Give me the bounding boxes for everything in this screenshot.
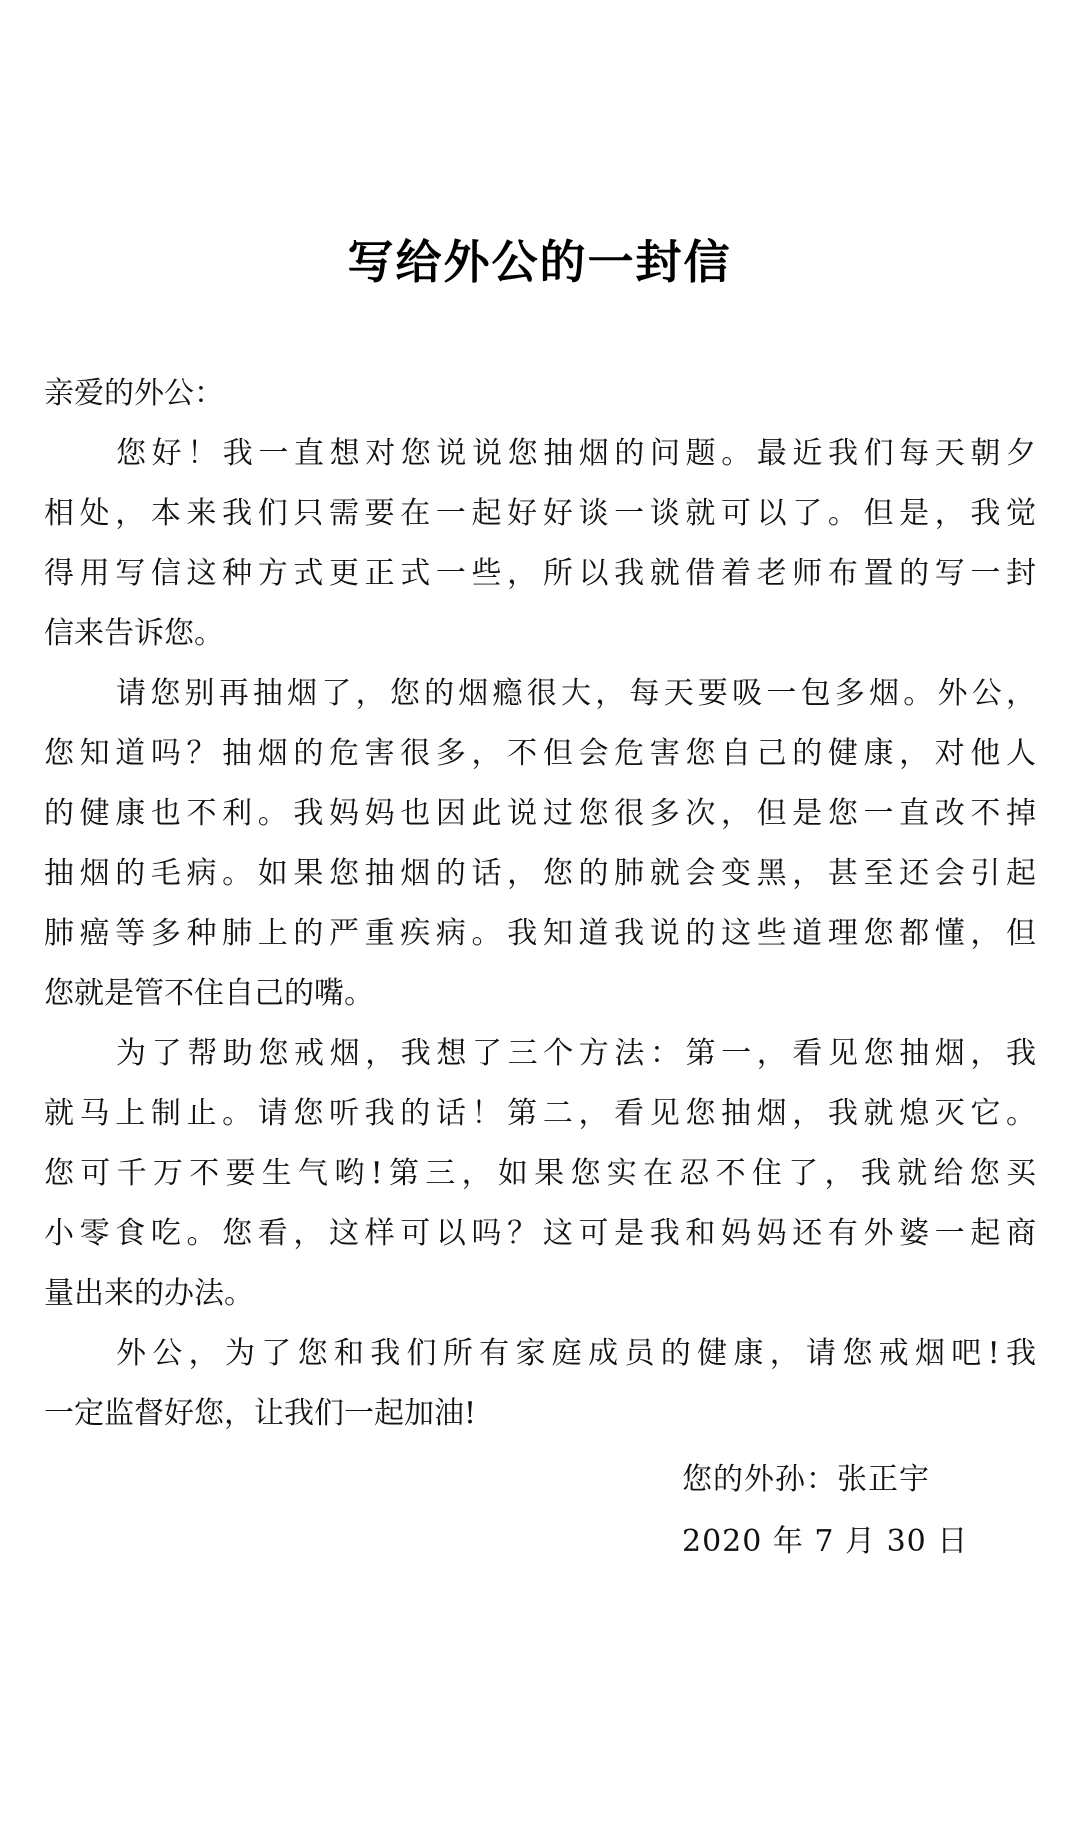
paragraph-2-line-5: 肺癌等多种肺上的严重疾病。我知道我说的这些道理您都懂，但 xyxy=(44,916,1036,951)
paragraph-3-line-1: 为了帮助您戒烟，我想了三个方法：第一，看见您抽烟，我 xyxy=(116,1036,1036,1071)
paragraph-3-line-5: 量出来的办法。 xyxy=(44,1276,254,1311)
paragraph-3-line-2: 就马上制止。请您听我的话！第二，看见您抽烟，我就熄灭它。 xyxy=(44,1096,1036,1131)
paragraph-3-line-3: 您可千万不要生气哟!第三，如果您实在忍不住了，我就给您买 xyxy=(44,1156,1036,1191)
paragraph-2-line-2: 您知道吗？抽烟的危害很多，不但会危害您自己的健康，对他人 xyxy=(44,736,1036,771)
paragraph-2-line-1: 请您别再抽烟了，您的烟瘾很大，每天要吸一包多烟。外公， xyxy=(116,676,1036,711)
letter-greeting: 亲爱的外公： xyxy=(44,376,224,411)
paragraph-1-line-3: 得用写信这种方式更正式一些，所以我就借着老师布置的写一封 xyxy=(44,556,1036,591)
paragraph-1-line-1: 您好！我一直想对您说说您抽烟的问题。最近我们每天朝夕 xyxy=(116,436,1036,471)
paragraph-2-line-4: 抽烟的毛病。如果您抽烟的话，您的肺就会变黑，甚至还会引起 xyxy=(44,856,1036,891)
paragraph-1-line-2: 相处，本来我们只需要在一起好好谈一谈就可以了。但是，我觉 xyxy=(44,496,1036,531)
letter-signature: 您的外孙：张正宇 xyxy=(682,1462,930,1497)
letter-date: 2020 年 7 月 30 日 xyxy=(682,1524,969,1559)
paragraph-1-line-4: 信来告诉您。 xyxy=(44,616,224,651)
paragraph-2-line-3: 的健康也不利。我妈妈也因此说过您很多次，但是您一直改不掉 xyxy=(44,796,1036,831)
paragraph-4-line-2: 一定监督好您，让我们一起加油! xyxy=(44,1396,477,1431)
paragraph-4-line-1: 外公，为了您和我们所有家庭成员的健康，请您戒烟吧!我 xyxy=(116,1336,1036,1371)
paragraph-3-line-4: 小零食吃。您看，这样可以吗？这可是我和妈妈还有外婆一起商 xyxy=(44,1216,1036,1251)
paragraph-2-line-6: 您就是管不住自己的嘴。 xyxy=(44,976,374,1011)
letter-title: 写给外公的一封信 xyxy=(347,235,732,289)
